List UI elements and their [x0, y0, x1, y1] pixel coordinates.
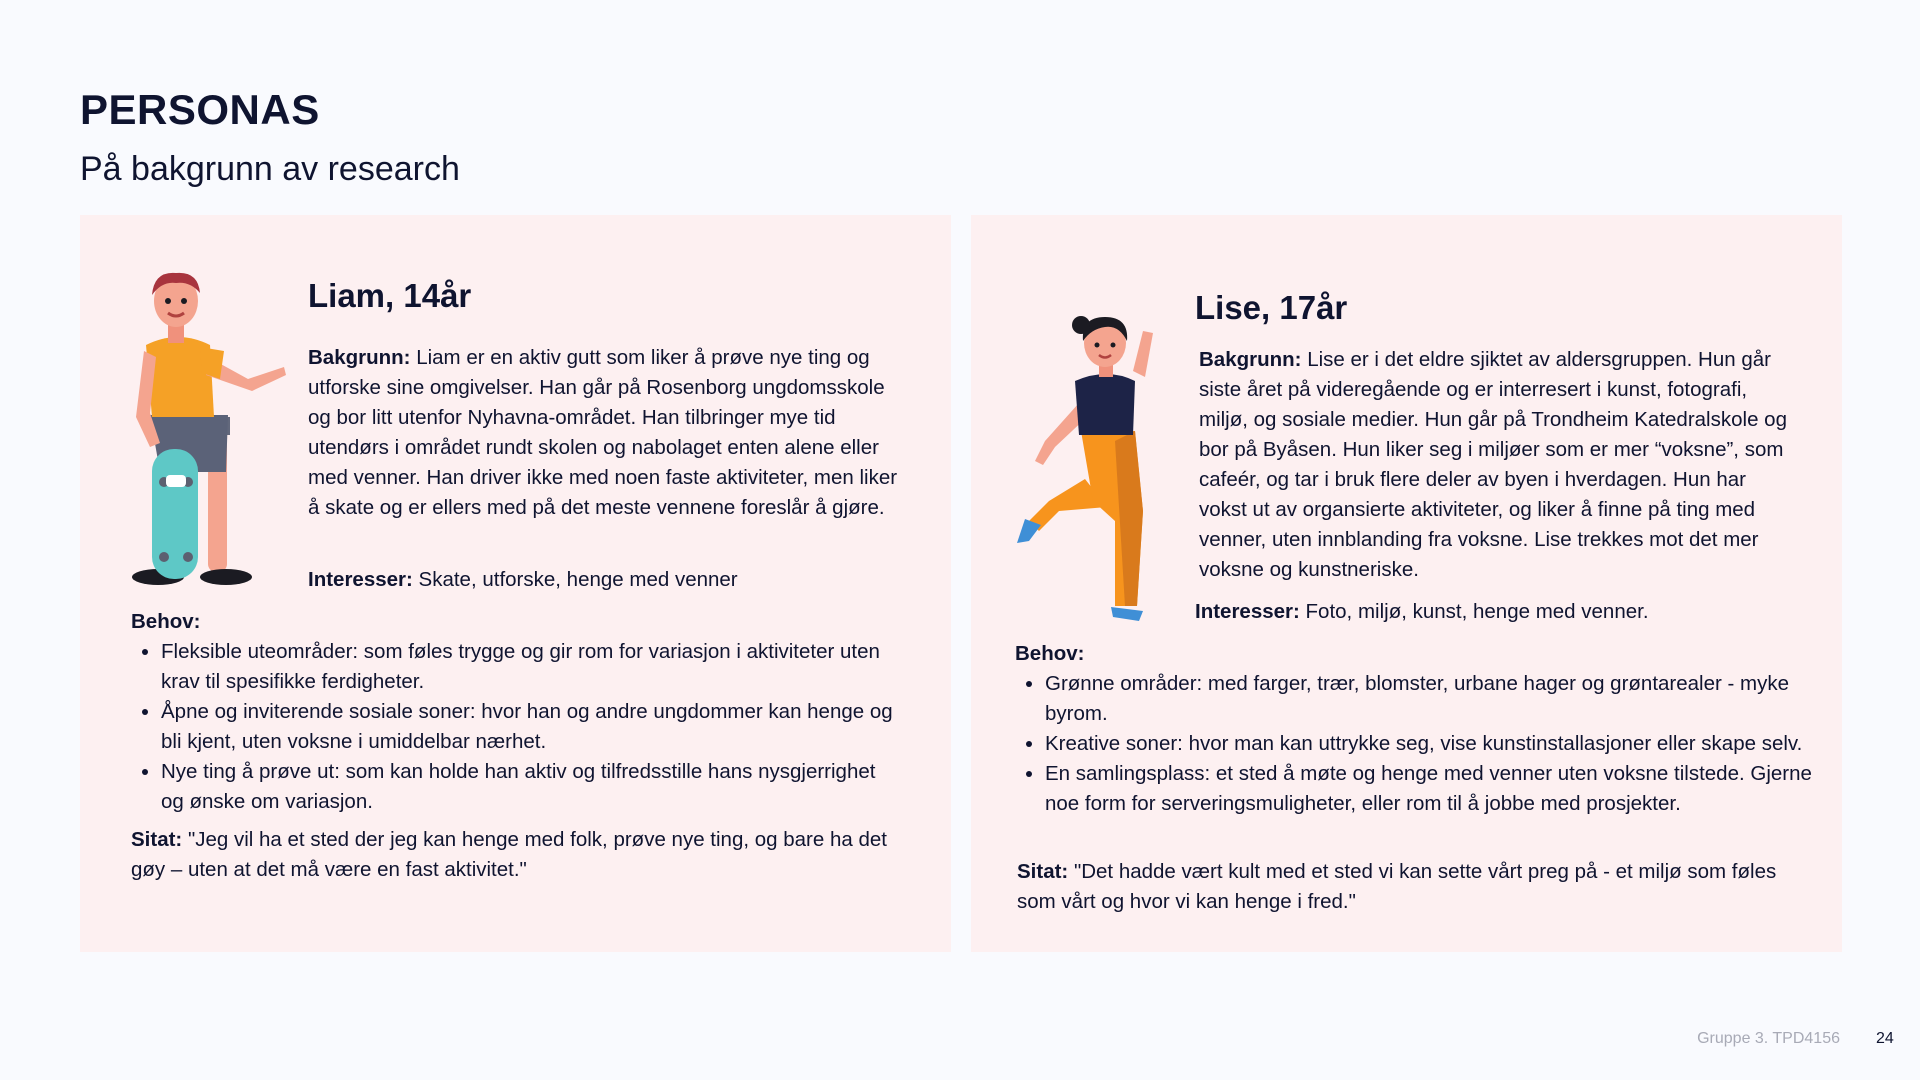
interests-text: Foto, miljø, kunst, henge med venner. [1299, 600, 1649, 623]
quote-text: "Jeg vil ha et sted der jeg kan henge med folk, prøve nye ting, og bare ha det gøy – uten at det må være en fast aktivitet." [131, 828, 887, 881]
boy-skater-illustration [128, 267, 298, 587]
persona-background [1199, 345, 1799, 585]
list-item: • Grønne områder: med farger, trær, blomster, urbane hager og grøntarealer - myke byrom. [1045, 669, 1825, 729]
persona-name: Lise, 17år [1195, 289, 1348, 326]
background-text: Lise er i det eldre sjiktet av aldersgruppen. Hun går siste året på videregående og er interresert i kunst, fotografi, miljø, og sosiale medier. Hun går på Trondheim Katedralskole og bor på Byåsen. Hun liker seg i miljøer som er mer “voksne”, som cafeér, og tar i bruk flere deler av byen i hverdagen. Hun har vokst ut av organsierte aktiviteter, og liker å finne på ting med venner, uten innblanding fra voksne. Lise trekkes mot det mer voksne og kunstneriske. [1199, 348, 1787, 581]
background-label: Bakgrunn: [308, 346, 411, 369]
background-label: Bakgrunn: [1199, 348, 1302, 371]
list-item: • Fleksible uteområder: som føles trygge og gir rom for variasjon i aktiviteter uten krav til spesifikke ferdigheter. [161, 637, 901, 697]
footer-group-label: Gruppe 3. TPD4156 [1697, 1030, 1840, 1047]
list-item: • Nye ting å prøve ut: som kan holde han aktiv og tilfredsstille hans nysgjerrighet og ønske om variasjon. [161, 757, 901, 817]
list-item: • Kreative soner: hvor man kan uttrykke seg, vise kunstinstallasjoner eller skape selv. [1045, 729, 1825, 759]
needs-list [131, 637, 901, 817]
persona-card-liam [80, 215, 951, 952]
persona-interests [1195, 597, 1795, 627]
page-subtitle: På bakgrunn av research [80, 150, 460, 188]
list-item: • En samlingsplass: et sted å møte og henge med venner uten voksne tilstede. Gjerne noe form for serveringsmuligheter, eller rom til å jobbe med prosjekter. [1045, 759, 1825, 819]
persona-interests [308, 565, 908, 595]
quote-label: Sitat: [1017, 860, 1069, 883]
girl-jumping-illustration [1015, 311, 1185, 626]
needs-label: Behov: [131, 610, 201, 633]
interests-label: Interesser: [1195, 600, 1300, 623]
page-number: 24 [1876, 1030, 1894, 1047]
page-title: PERSONAS [80, 86, 320, 133]
interests-text: Skate, utforske, henge med venner [412, 568, 738, 591]
persona-quote [1017, 857, 1797, 917]
quote-text: "Det hadde vært kult med et sted vi kan sette vårt preg på - et miljø som føles som vårt og hvor vi kan henge i fred." [1017, 860, 1777, 913]
persona-background [308, 343, 908, 523]
background-text: Liam er en aktiv gutt som liker å prøve nye ting og utforske sine omgivelser. Han går på Rosenborg ungdomsskole og bor litt utenfor Nyhavna-området. Han tilbringer mye tid utendørs i området rundt skolen og nabolaget enten alene eller med venner. Han driver ikke med noen faste aktiviteter, men liker å skate og er ellers med på det meste vennene foreslår å gjøre. [308, 346, 898, 519]
persona-card-lise [971, 215, 1842, 952]
persona-name: Liam, 14år [308, 277, 472, 314]
persona-quote [131, 825, 891, 885]
interests-label: Interesser: [308, 568, 413, 591]
needs-label: Behov: [1015, 642, 1085, 665]
needs-list [1015, 669, 1825, 819]
quote-label: Sitat: [131, 828, 183, 851]
list-item: • Åpne og inviterende sosiale soner: hvor han og andre ungdommer kan henge og bli kjent, uten voksne i umiddelbar nærhet. [161, 697, 901, 757]
